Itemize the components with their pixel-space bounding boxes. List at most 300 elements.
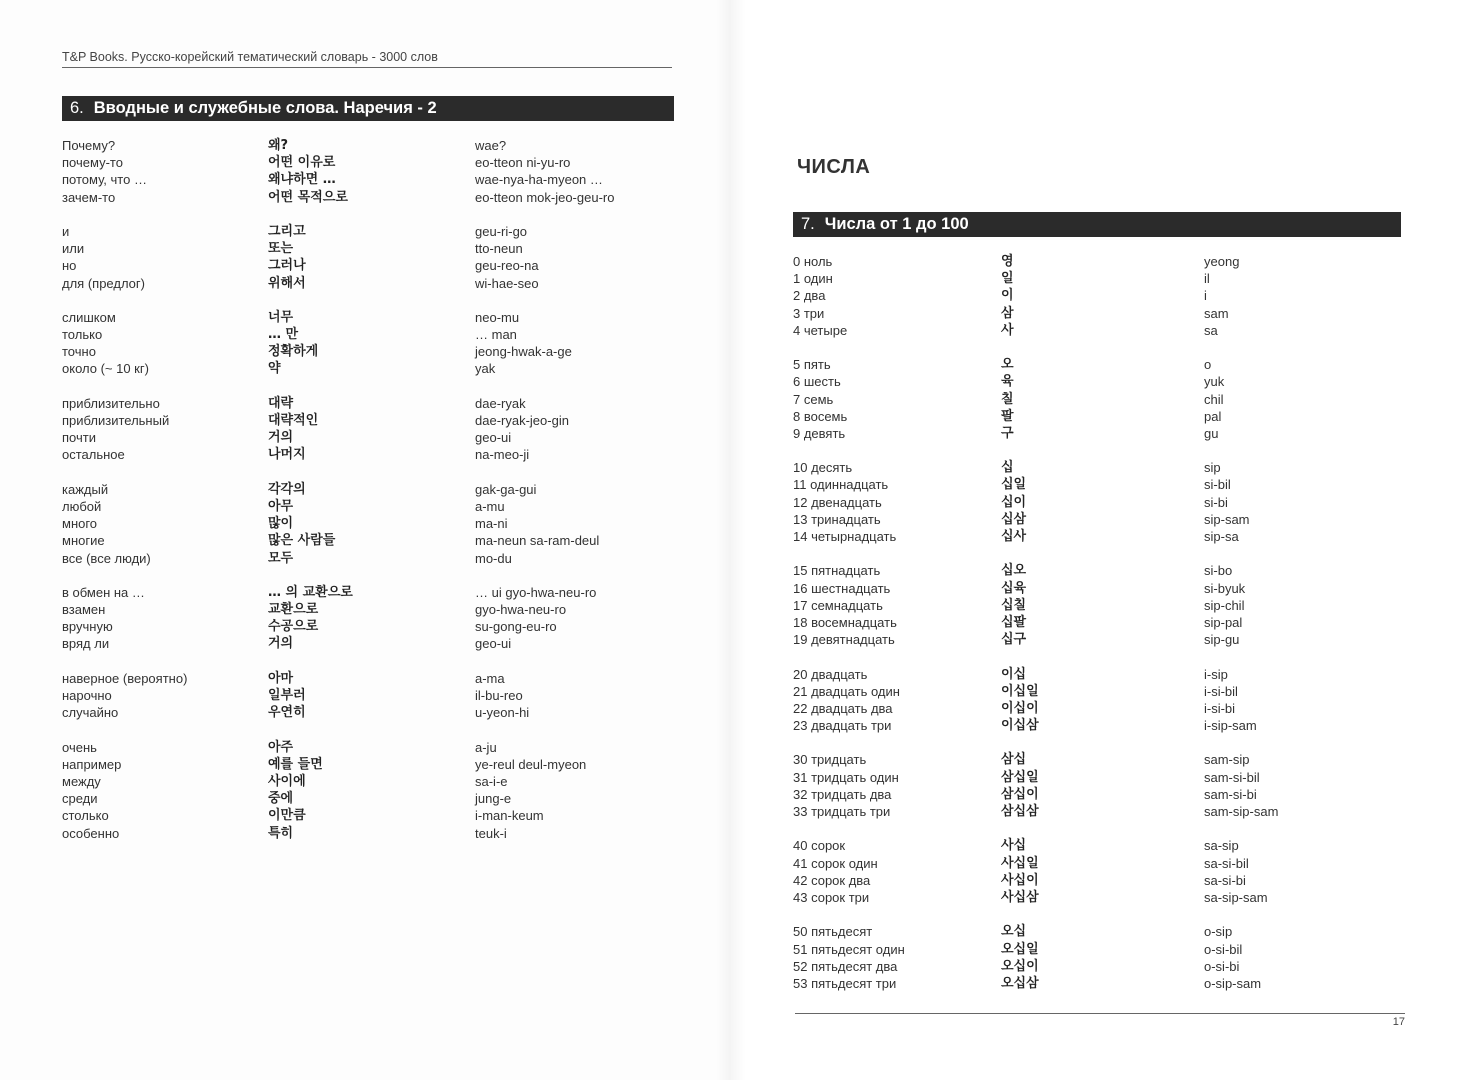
russian-word: вручную (62, 619, 113, 635)
vocab-row (793, 391, 1403, 408)
romanization: i (1204, 288, 1207, 304)
romanization: dae-ryak-jeo-gin (475, 413, 569, 428)
russian-word: все (все люди) (62, 550, 151, 566)
vocab-row (793, 683, 1403, 700)
russian-word: Почему? (62, 138, 116, 153)
romanization: u-yeon-hi (475, 705, 530, 721)
header-rule (62, 67, 672, 68)
vocab-row (62, 189, 672, 206)
section-7-number: 7. (801, 215, 815, 233)
russian-word: только (62, 327, 103, 343)
romanization: wae? (475, 138, 507, 153)
korean-word: 삼십이 (1001, 786, 1039, 802)
russian-word: 19 девятнадцать (793, 632, 895, 648)
vocab-row (793, 872, 1403, 889)
russian-word: 32 тридцать два (793, 786, 892, 802)
romanization: yuk (1204, 374, 1225, 390)
russian-word: 9 девять (793, 425, 846, 441)
korean-word: 왜? (268, 138, 289, 153)
russian-word: 18 восемнадцать (793, 614, 897, 630)
romanization: il-bu-reo (475, 688, 523, 703)
vocab-row (62, 275, 672, 292)
korean-word: 아마 (268, 670, 294, 686)
vocab-row (793, 459, 1403, 476)
group-spacer (793, 734, 1403, 751)
russian-word: 23 двадцать три (793, 718, 892, 734)
vocab-row (793, 717, 1403, 734)
romanization: sa-sip (1204, 838, 1239, 854)
korean-word: 십오 (1001, 563, 1027, 579)
russian-word: 14 четырнадцать (793, 529, 897, 544)
romanization: sip-sam (1204, 511, 1250, 527)
romanization: a-ju (475, 739, 497, 755)
romanization: chil (1204, 391, 1224, 407)
vocab-row (62, 825, 672, 842)
korean-word: 십이 (1001, 494, 1027, 510)
vocab-row (62, 687, 672, 704)
romanization: sip-pal (1204, 614, 1243, 630)
group-spacer (62, 292, 672, 309)
korean-word: 각각의 (268, 481, 306, 497)
korean-word: 이십 (1001, 666, 1027, 682)
vocab-row (62, 601, 672, 618)
vocab-row (62, 739, 672, 756)
romanization: a-ma (475, 670, 505, 686)
russian-word: 8 восемь (793, 408, 848, 424)
vocab-row (62, 773, 672, 790)
korean-word: 십일 (1001, 477, 1027, 493)
romanization: si-byuk (1204, 580, 1246, 596)
group-spacer (793, 339, 1403, 356)
korean-word: 또는 (268, 241, 294, 257)
romanization: wae-nya-ha-myeon … (475, 172, 603, 188)
section-6-title: Вводные и служебные слова. Наречия - 2 (93, 99, 437, 117)
korean-word: 사이에 (268, 773, 306, 789)
korean-word: 왜냐하면 … (268, 172, 336, 188)
korean-word: 오십 (1001, 924, 1027, 940)
vocab-row (62, 343, 672, 360)
section-6-number: 6. (70, 99, 84, 117)
vocab-row (793, 511, 1403, 528)
romanization: dae-ryak (475, 395, 526, 411)
romanization: gak-ga-gui (475, 481, 537, 497)
vocab-row (62, 360, 672, 377)
group-spacer (793, 442, 1403, 459)
romanization: o-si-bi (1204, 958, 1240, 974)
romanization: ma-neun sa-ram-deul (475, 533, 600, 549)
korean-word: 아주 (268, 739, 294, 755)
vocab-row (793, 287, 1403, 304)
korean-word: 대략 (268, 395, 294, 411)
romanization: jung-e (475, 791, 512, 807)
romanization: tto-neun (475, 241, 523, 257)
group-spacer (793, 906, 1403, 923)
korean-word: 십구 (1001, 632, 1027, 648)
korean-word: 약 (268, 361, 281, 377)
romanization: ma-ni (475, 516, 508, 532)
russian-word: 0 ноль (793, 254, 833, 269)
vocab-row (793, 786, 1403, 803)
section-7-title: Числа от 1 до 100 (824, 215, 969, 233)
romanization: sip-gu (1204, 632, 1240, 648)
vocab-row (62, 704, 672, 721)
russian-word: наверное (вероятно) (62, 670, 188, 686)
russian-word: вряд ли (62, 636, 110, 652)
korean-word: 이십삼 (1001, 718, 1039, 734)
romanization: na-meo-ji (475, 447, 530, 463)
romanization: yak (475, 361, 496, 377)
korean-word: 이십일 (1001, 683, 1039, 699)
romanization: i-si-bil (1204, 683, 1238, 699)
romanization: mo-du (475, 550, 512, 566)
romanization: sam-si-bil (1204, 769, 1260, 785)
korean-word: 위해서 (268, 275, 306, 291)
romanization: jeong-hwak-a-ge (475, 344, 572, 360)
romanization: su-gong-eu-ro (475, 619, 557, 635)
vocab-row (793, 580, 1403, 597)
vocab-row (62, 756, 672, 773)
russian-word: 16 шестнадцать (793, 580, 891, 596)
vocab-row (62, 498, 672, 515)
russian-word: 12 двенадцать (793, 494, 882, 510)
romanization: eo-tteon ni-yu-ro (475, 155, 571, 171)
russian-word: 51 пятьдесят один (793, 941, 905, 957)
vocab-row (62, 550, 672, 567)
korean-word: 십칠 (1001, 597, 1027, 613)
vocabulary-list-section-6 (62, 137, 672, 842)
russian-word: нарочно (62, 688, 112, 703)
russian-word: для (предлог) (62, 275, 145, 291)
russian-word: 20 двадцать (793, 666, 868, 682)
romanization: sa-sip-sam (1204, 889, 1268, 905)
russian-word: 10 десять (793, 460, 853, 476)
romanization: sip-chil (1204, 597, 1245, 613)
vocab-row (793, 425, 1403, 442)
romanization: pal (1204, 408, 1222, 424)
vocab-row (793, 803, 1403, 820)
vocab-row (793, 941, 1403, 958)
korean-word: 교환으로 (268, 602, 319, 618)
vocab-row (793, 614, 1403, 631)
romanization: gyo-hwa-neu-ro (475, 602, 567, 618)
vocab-row (62, 584, 672, 601)
korean-word: 사십삼 (1001, 889, 1039, 905)
romanization: yeong (1204, 254, 1240, 269)
romanization: sa-si-bil (1204, 855, 1249, 871)
korean-word: 그러나 (268, 258, 306, 274)
vocab-row (62, 154, 672, 171)
romanization: geo-ui (475, 636, 512, 652)
vocab-row (62, 446, 672, 463)
russian-word: почему-то (62, 155, 123, 171)
korean-word: 삼십삼 (1001, 804, 1039, 819)
russian-word: приблизительно (62, 395, 160, 411)
russian-word: 4 четыре (793, 322, 848, 338)
korean-word: 칠 (1001, 391, 1014, 407)
romanization: geo-ui (475, 430, 512, 446)
russian-word: 21 двадцать один (793, 683, 900, 699)
russian-word: среди (62, 791, 98, 807)
romanization: sam-si-bi (1204, 786, 1257, 802)
korean-word: 사십 (1001, 838, 1027, 854)
korean-word: 어떤 목적으로 (268, 189, 348, 205)
korean-word: 사십일 (1001, 855, 1039, 871)
russian-word: взамен (62, 602, 106, 618)
korean-word: 아무 (268, 498, 294, 514)
vocab-row (793, 889, 1403, 906)
russian-word: 33 тридцать три (793, 804, 891, 819)
russian-word: 11 одиннадцать (793, 477, 889, 493)
romanization: si-bil (1204, 477, 1231, 493)
russian-word: почти (62, 430, 96, 446)
russian-word: любой (62, 498, 102, 514)
vocab-row (793, 837, 1403, 854)
romanization: i-sip (1204, 666, 1228, 682)
romanization: o-sip (1204, 924, 1233, 940)
vocab-row (62, 532, 672, 549)
russian-word: в обмен на … (62, 584, 145, 600)
page-number: 17 (1392, 1016, 1405, 1028)
running-head: T&P Books. Русско-корейский тематический словарь - 3000 слов (62, 50, 438, 64)
vocab-row (62, 137, 672, 154)
russian-word: 22 двадцать два (793, 700, 893, 716)
korean-word: 오십일 (1001, 941, 1039, 957)
korean-word: 십삼 (1001, 511, 1027, 527)
korean-word: 오십삼 (1001, 975, 1039, 991)
korean-word: 너무 (268, 309, 294, 325)
korean-word: 육 (1001, 374, 1014, 390)
romanization: a-mu (475, 498, 505, 514)
korean-word: 영 (1001, 254, 1014, 269)
russian-word: приблизительный (62, 413, 170, 428)
korean-word: 많은 사람들 (268, 533, 336, 549)
vocab-row (793, 751, 1403, 768)
russian-word: 30 тридцать (793, 752, 867, 768)
korean-word: 나머지 (268, 447, 306, 463)
russian-word: 52 пятьдесят два (793, 958, 898, 974)
group-spacer (62, 464, 672, 481)
romanization: sa-si-bi (1204, 872, 1246, 888)
korean-word: 중에 (268, 791, 294, 807)
korean-word: 사십이 (1001, 872, 1039, 888)
russian-word: многие (62, 533, 105, 549)
vocab-row (62, 395, 672, 412)
section-6-header (62, 96, 674, 121)
romanization: i-si-bi (1204, 700, 1236, 716)
romanization: geu-ri-go (475, 223, 528, 239)
vocab-row (793, 476, 1403, 493)
group-spacer (62, 567, 672, 584)
russian-word: между (62, 773, 101, 789)
russian-word: 41 сорок один (793, 855, 878, 871)
korean-word: 팔 (1001, 408, 1014, 424)
romanization: si-bo (1204, 563, 1233, 579)
romanization: sa-i-e (475, 773, 508, 789)
vocab-row (62, 171, 672, 188)
korean-word: 정확하게 (268, 344, 319, 360)
right-page (731, 0, 1462, 1080)
vocab-row (62, 481, 672, 498)
russian-word: но (62, 258, 77, 274)
group-spacer (62, 653, 672, 670)
vocab-row (62, 618, 672, 635)
vocab-row (793, 975, 1403, 992)
russian-word: много (62, 516, 98, 532)
group-spacer (793, 820, 1403, 837)
vocab-row (793, 528, 1403, 545)
korean-word: 일부러 (268, 688, 306, 703)
romanization: teuk-i (475, 825, 507, 841)
romanization: sip-sa (1204, 529, 1239, 544)
russian-word: очень (62, 739, 97, 755)
russian-word: около (~ 10 кг) (62, 361, 149, 377)
romanization: sa (1204, 322, 1218, 338)
russian-word: столько (62, 808, 109, 824)
section-7-header (793, 212, 1401, 237)
russian-word: 1 один (793, 271, 833, 287)
russian-word: или (62, 241, 85, 257)
vocab-row (793, 305, 1403, 322)
vocab-row (793, 408, 1403, 425)
korean-word: 십육 (1001, 580, 1027, 596)
russian-word: 15 пятнадцать (793, 563, 881, 579)
russian-word: потому, что … (62, 172, 147, 188)
korean-word: 거의 (268, 636, 294, 652)
romanization: sam-sip (1204, 752, 1250, 768)
korean-word: 이십이 (1001, 700, 1039, 716)
russian-word: 6 шесть (793, 374, 841, 390)
russian-word: и (62, 223, 70, 239)
russian-word: 31 тридцать один (793, 769, 899, 785)
russian-word: 50 пятьдесят (793, 924, 873, 940)
vocab-row (793, 597, 1403, 614)
group-spacer (793, 648, 1403, 665)
romanization: geu-reo-na (475, 258, 539, 274)
romanization: sam-sip-sam (1204, 804, 1279, 819)
russian-word: 40 сорок (793, 838, 846, 854)
russian-word: слишком (62, 309, 116, 325)
group-spacer (793, 545, 1403, 562)
korean-word: 삼십일 (1001, 769, 1039, 785)
russian-word: 43 сорок три (793, 889, 870, 905)
russian-word: 5 пять (793, 357, 831, 373)
romanization: sam (1204, 305, 1229, 321)
korean-word: 십 (1001, 460, 1014, 476)
vocab-row (793, 958, 1403, 975)
russian-word: 13 тринадцать (793, 511, 881, 527)
vocab-row (793, 494, 1403, 511)
vocab-row (62, 429, 672, 446)
russian-word: 53 пятьдесят три (793, 975, 897, 991)
vocab-row (62, 515, 672, 532)
vocab-row (793, 631, 1403, 648)
russian-word: 2 два (793, 288, 826, 304)
russian-word: точно (62, 344, 96, 360)
korean-word: 일 (1001, 271, 1014, 287)
romanization: … man (475, 327, 517, 343)
romanization: o-si-bil (1204, 941, 1243, 957)
korean-word: 삼 (1001, 305, 1014, 321)
vocab-row (793, 356, 1403, 373)
romanization: o (1204, 357, 1212, 373)
russian-word: 3 три (793, 305, 825, 321)
romanization: i-sip-sam (1204, 718, 1257, 734)
romanization: il (1204, 271, 1210, 287)
vocab-row (62, 807, 672, 824)
korean-word: 특히 (268, 825, 294, 841)
romanization: o-sip-sam (1204, 975, 1262, 991)
vocab-row (793, 253, 1403, 270)
footer-rule (795, 1013, 1405, 1014)
korean-word: … 의 교환으로 (268, 584, 353, 600)
vocab-row (793, 666, 1403, 683)
korean-word: … 만 (268, 327, 299, 343)
romanization: eo-tteon mok-jeo-geu-ro (475, 189, 615, 205)
korean-word: 수공으로 (268, 619, 319, 635)
vocab-row (793, 769, 1403, 786)
russian-word: 42 сорок два (793, 872, 871, 888)
romanization: sip (1204, 460, 1221, 476)
book-gutter (716, 0, 746, 1080)
russian-word: особенно (62, 825, 120, 841)
group-spacer (62, 378, 672, 395)
russian-word: зачем-то (62, 189, 116, 205)
vocab-row (793, 270, 1403, 287)
vocab-row (793, 322, 1403, 339)
vocab-row (793, 923, 1403, 940)
russian-word: 17 семнадцать (793, 597, 883, 613)
vocab-row (793, 562, 1403, 579)
vocab-row (62, 240, 672, 257)
vocabulary-list-section-7 (793, 253, 1403, 992)
romanization: ye-reul deul-myeon (475, 756, 587, 772)
korean-word: 어떤 이유로 (268, 155, 336, 171)
romanization: gu (1204, 425, 1219, 441)
russian-word: 7 семь (793, 391, 834, 407)
russian-word: случайно (62, 705, 119, 721)
group-spacer (62, 721, 672, 738)
korean-word: 십사 (1001, 529, 1027, 544)
romanization: neo-mu (475, 309, 520, 325)
vocab-row (62, 257, 672, 274)
korean-word: 오 (1001, 357, 1014, 373)
romanization: i-man-keum (475, 808, 544, 824)
korean-word: 우연히 (268, 705, 306, 721)
korean-word: 이만큼 (268, 808, 306, 824)
vocab-row (793, 373, 1403, 390)
vocab-row (62, 670, 672, 687)
russian-word: остальное (62, 447, 125, 463)
romanization: si-bi (1204, 494, 1228, 510)
korean-word: 구 (1001, 425, 1014, 441)
korean-word: 오십이 (1001, 958, 1039, 974)
vocab-row (62, 635, 672, 652)
korean-word: 거의 (268, 430, 294, 446)
korean-word: 이 (1001, 288, 1014, 304)
vocab-row (793, 700, 1403, 717)
romanization: … ui gyo-hwa-neu-ro (475, 584, 597, 600)
korean-word: 십팔 (1001, 614, 1027, 630)
korean-word: 대략적인 (268, 413, 319, 428)
vocab-row (62, 790, 672, 807)
korean-word: 그리고 (268, 223, 306, 239)
vocab-row (62, 309, 672, 326)
vocab-row (62, 223, 672, 240)
russian-word: например (62, 756, 122, 772)
vocab-row (793, 855, 1403, 872)
vocab-row (62, 326, 672, 343)
korean-word: 모두 (268, 550, 294, 566)
